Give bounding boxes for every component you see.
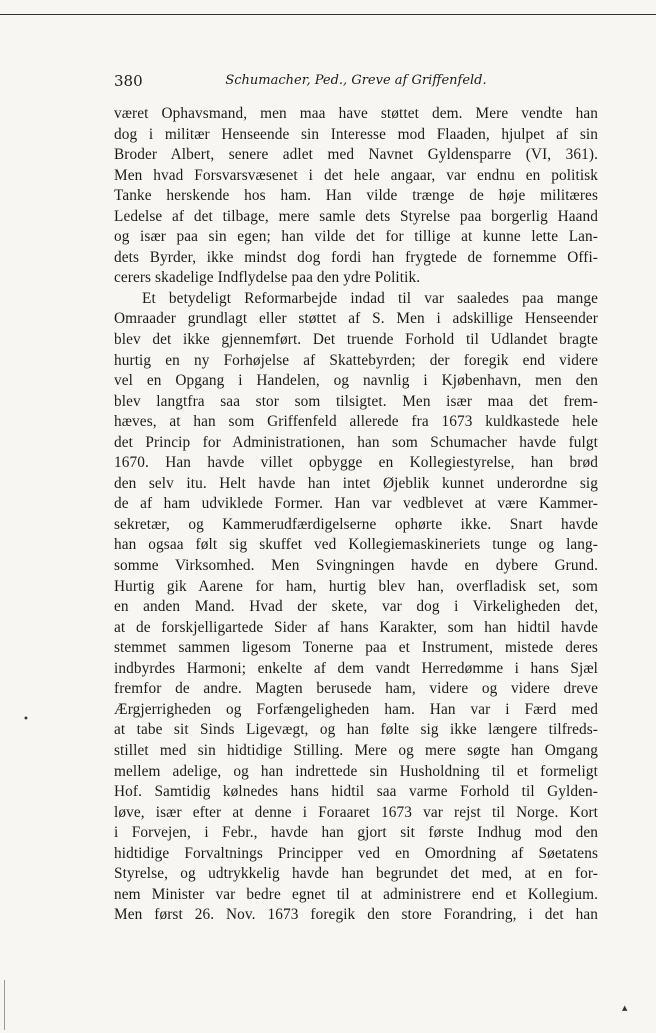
text-line: hurtig en ny Forhøjelse af Skattebyrden; der foregik end videre — [114, 351, 598, 369]
text-line: indbyrdes Harmoni; enkelte af dem vandt Herredømme i hans Sjæl — [114, 659, 598, 677]
page-number: 380 — [114, 72, 143, 90]
text-line: Et betydeligt Reformarbejde indad til var saaledes paa mange — [142, 289, 598, 307]
text-line: fremfor de andre. Magten berusede ham, videre og videre dreve — [114, 680, 598, 698]
body-text — [114, 104, 598, 926]
text-line: løve, især efter at denne i Foraaret 1673 var rejst til Norge. Kort — [114, 803, 598, 821]
text-line: en anden Mand. Hvad der skete, var dog i Virkeligheden det, — [114, 598, 598, 616]
text-line: han ogsaa følt sig skuffet ved Kollegiemaskineriets tunge og lang- — [114, 536, 598, 554]
text-line: Tanke herskende hos ham. Han vilde trænge de høje militæres — [114, 187, 598, 205]
text-line: været Ophavsmand, men maa have støttet dem. Mere vendte han — [114, 105, 598, 122]
page-header — [114, 72, 598, 92]
text-line: de af ham udviklede Former. Han var vedblevet at være Kammer- — [114, 495, 598, 513]
margin-dot: • — [23, 714, 29, 725]
top-rule — [0, 14, 656, 15]
text-line: Hof. Samtidig kølnedes hans hidtil saa varme Forhold til Gylden- — [114, 783, 598, 801]
corner-dot: ▲ — [622, 1004, 628, 1012]
text-line: hæves, at han som Griffenfeld allerede fra 1673 kuldkastede hele — [114, 413, 598, 431]
text-line: stillet med sin hidtidige Stilling. Mere og mere søgte han Omgang — [114, 741, 598, 759]
text-line: Men først 26. Nov. 1673 foregik den store Forandring, i det han — [114, 906, 598, 924]
text-line: at de forskjelligartede Sider af hans Karakter, som han hidtil havde — [114, 618, 598, 636]
text-line: mellem adelige, og han indrettede sin Husholdning til et formeligt — [114, 762, 598, 780]
text-line: det Princip for Administrationen, han som Schumacher havde fulgt — [114, 433, 598, 451]
text-line: stemmet sammen ligesom Tonerne paa et Instrument, mistede deres — [114, 639, 598, 657]
text-line: Ledelse af det tilbage, mere samle dets Styrelse paa borgerlig Haand — [114, 207, 598, 225]
text-line: dog i militær Henseende sin Interesse mod Flaaden, hjulpet af sin — [114, 125, 598, 143]
text-line: Men hvad Forsvarsvæsenet i det hele angaar, var endnu en politisk — [114, 166, 598, 184]
text-line: Broder Albert, senere adlet med Navnet Gyldensparre (VI, 361). — [114, 146, 598, 164]
running-head: Schumacher, Ped., Greve af Griffenfeld. — [225, 73, 487, 88]
text-line: dets Byrder, ikke mindst dog fordi han frygtede de fornemme Offi- — [114, 248, 598, 266]
text-line: nem Minister var bedre egnet til at administrere end et Kollegium. — [114, 885, 598, 903]
text-line: 1670. Han havde villet opbygge en Kollegiestyrelse, han brød — [114, 454, 598, 472]
text-line: somme Virksomhed. Men Svingningen havde en dybere Grund. — [114, 557, 598, 575]
text-line: i Forvejen, i Febr., havde han gjort sit første Indhug mod den — [114, 824, 598, 842]
page-edge-line — [4, 980, 5, 1030]
text-line: Styrelse, og udtrykkelig havde han begrundet det med, at en for- — [114, 865, 598, 883]
text-line: cerers skadelige Indflydelse paa den ydre Politik. — [114, 269, 421, 287]
text-line: hidtidige Forvaltnings Principper ved en Omordning af Søetatens — [114, 844, 598, 862]
text-line: at tabe sit Sinds Ligevægt, og han følte sig ikke længere tilfreds- — [114, 721, 598, 739]
text-line: vel en Opgang i Handelen, og navnlig i Kjøbenhavn, men den — [114, 372, 598, 390]
text-line: Hurtig gik Aarene for ham, hurtig blev han, overfladisk set, som — [114, 577, 598, 595]
text-line: den selv itu. Helt havde han intet Øjeblik kunnet underordne sig — [114, 474, 598, 492]
text-line: blev det ikke gjennemført. Det truende Forhold til Udlandet bragte — [114, 331, 598, 349]
text-line: Ærgjerrigheden og Forfængeligheden ham. Han var i Færd med — [114, 700, 598, 718]
text-line: Omraader grundlagt eller støttet af S. Men i adskillige Henseender — [114, 310, 598, 328]
text-line: sekretær, og Kammerudfærdigelserne ophørte ikke. Snart havde — [114, 515, 598, 533]
text-line: og især paa sin egen; han vilde det for tillige at kunne lette Lan- — [114, 228, 598, 246]
text-line: blev langtfra saa stor som tilsigtet. Men især maa det frem- — [114, 392, 598, 410]
